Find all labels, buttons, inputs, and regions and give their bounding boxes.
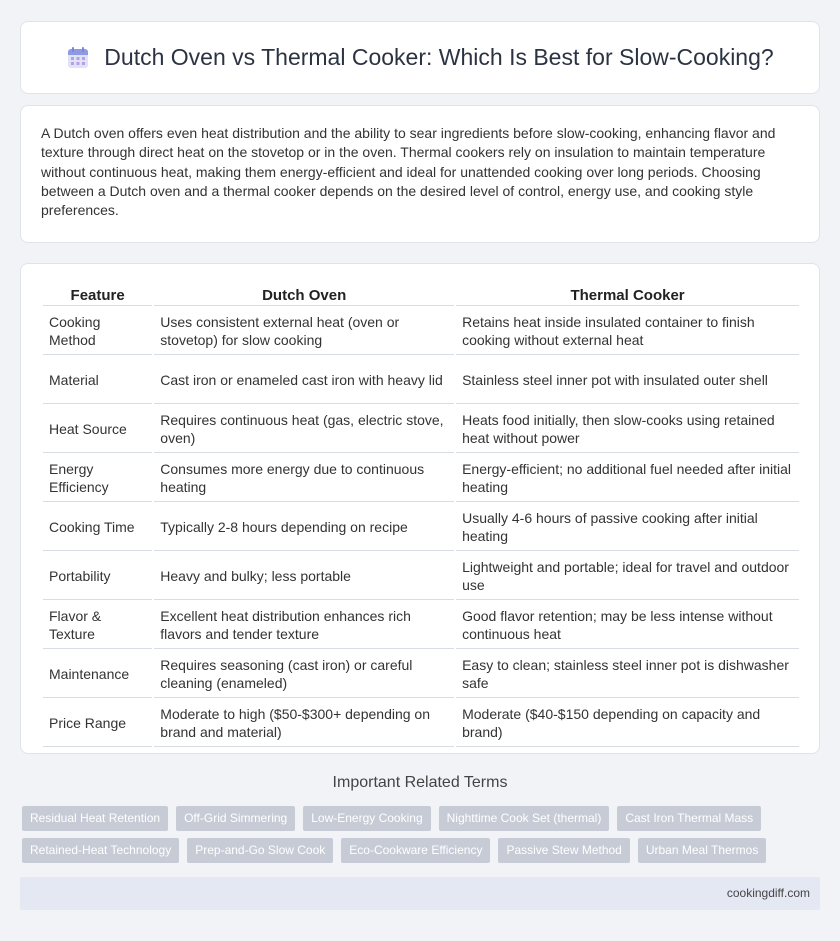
feature-cell: Portability	[43, 553, 152, 600]
related-term-tag[interactable]: Nighttime Cook Set (thermal)	[439, 806, 610, 831]
related-term-tag[interactable]: Off-Grid Simmering	[176, 806, 295, 831]
related-term-tag[interactable]: Eco-Cookware Efficiency	[341, 838, 490, 863]
comparison-table	[41, 284, 801, 749]
dutch-oven-cell: Excellent heat distribution enhances rich flavors and tender texture	[154, 602, 454, 649]
feature-cell: Cooking Method	[43, 308, 152, 355]
dutch-oven-cell: Requires seasoning (cast iron) or careful cleaning (enameled)	[154, 651, 454, 698]
table-header-row	[43, 286, 799, 306]
feature-cell: Heat Source	[43, 406, 152, 453]
feature-cell: Flavor & Texture	[43, 602, 152, 649]
table-row	[43, 308, 799, 355]
dutch-oven-cell: Uses consistent external heat (oven or stovetop) for slow cooking	[154, 308, 454, 355]
table-row	[43, 406, 799, 453]
calendar-icon	[66, 46, 90, 70]
table-row	[43, 602, 799, 649]
related-term-tag[interactable]: Cast Iron Thermal Mass	[617, 806, 761, 831]
table-row	[43, 504, 799, 551]
title-card	[20, 21, 820, 94]
related-term-tag[interactable]: Urban Meal Thermos	[638, 838, 767, 863]
dutch-oven-cell: Cast iron or enameled cast iron with heavy lid	[154, 357, 454, 404]
related-terms-row	[22, 838, 822, 863]
thermal-cooker-cell: Stainless steel inner pot with insulated outer shell	[456, 357, 799, 404]
table-row	[43, 357, 799, 404]
thermal-cooker-cell: Easy to clean; stainless steel inner pot is dishwasher safe	[456, 651, 799, 698]
feature-cell: Maintenance	[43, 651, 152, 698]
page-title: Dutch Oven vs Thermal Cooker: Which Is Best for Slow-Cooking?	[104, 44, 774, 70]
comparison-table-card	[20, 263, 820, 754]
feature-cell: Price Range	[43, 700, 152, 747]
thermal-cooker-cell: Lightweight and portable; ideal for travel and outdoor use	[456, 553, 799, 600]
dutch-oven-cell: Moderate to high ($50-$300+ depending on brand and material)	[154, 700, 454, 747]
related-terms-title: Important Related Terms	[332, 774, 508, 791]
table-row	[43, 553, 799, 600]
thermal-cooker-cell: Usually 4-6 hours of passive cooking after initial heating	[456, 504, 799, 551]
feature-cell: Energy Efficiency	[43, 455, 152, 502]
footer-site-link[interactable]: cookingdiff.com	[726, 886, 810, 900]
intro-text: A Dutch oven offers even heat distribution and the ability to sear ingredients before slow-cooking, enhancing flavor and texture through direct heat on the stovetop or in the oven. Thermal cookers rely on insulation to maintain temperature without continuous heat, making them energy-efficient and ideal for unattended cooking over long periods. Choosing between a Dutch oven and a thermal cooker depends on the desired level of control, energy use, and cooking style preferences.	[41, 125, 776, 219]
column-header-feature: Feature	[43, 286, 152, 306]
thermal-cooker-cell: Retains heat inside insulated container to finish cooking without external heat	[456, 308, 799, 355]
column-header-dutch-oven: Dutch Oven	[154, 286, 454, 306]
related-terms-row	[22, 806, 822, 831]
footer	[20, 877, 820, 910]
thermal-cooker-cell: Heats food initially, then slow-cooks using retained heat without power	[456, 406, 799, 453]
related-term-tag[interactable]: Passive Stew Method	[498, 838, 629, 863]
table-row	[43, 651, 799, 698]
column-header-thermal-cooker: Thermal Cooker	[456, 286, 799, 306]
dutch-oven-cell: Consumes more energy due to continuous heating	[154, 455, 454, 502]
feature-cell: Cooking Time	[43, 504, 152, 551]
dutch-oven-cell: Typically 2-8 hours depending on recipe	[154, 504, 454, 551]
related-term-tag[interactable]: Prep-and-Go Slow Cook	[187, 838, 333, 863]
intro-card	[20, 105, 820, 243]
table-row	[43, 700, 799, 747]
related-term-tag[interactable]: Low-Energy Cooking	[303, 806, 430, 831]
thermal-cooker-cell: Moderate ($40-$150 depending on capacity and brand)	[456, 700, 799, 747]
table-row	[43, 455, 799, 502]
related-term-tag[interactable]: Residual Heat Retention	[22, 806, 168, 831]
dutch-oven-cell: Heavy and bulky; less portable	[154, 553, 454, 600]
feature-cell: Material	[43, 357, 152, 404]
related-term-tag[interactable]: Retained-Heat Technology	[22, 838, 179, 863]
thermal-cooker-cell: Good flavor retention; may be less intense without continuous heat	[456, 602, 799, 649]
thermal-cooker-cell: Energy-efficient; no additional fuel needed after initial heating	[456, 455, 799, 502]
dutch-oven-cell: Requires continuous heat (gas, electric stove, oven)	[154, 406, 454, 453]
